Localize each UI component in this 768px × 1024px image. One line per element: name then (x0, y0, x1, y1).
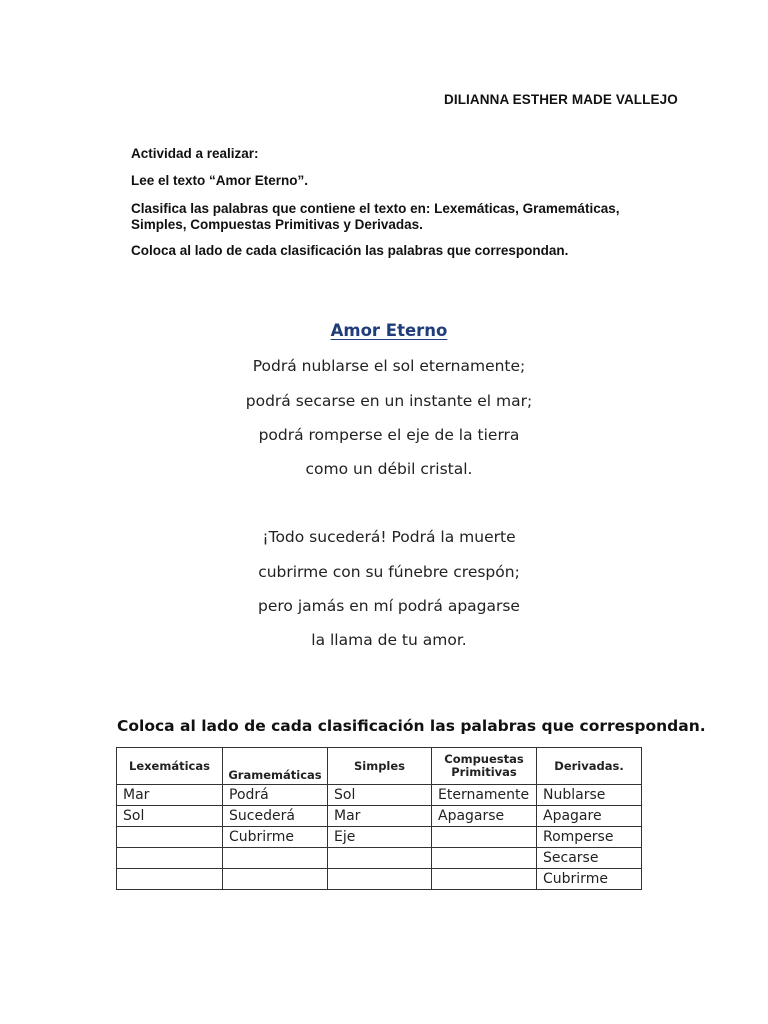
table-cell: Apagare (537, 806, 642, 827)
poem-line: Podrá nublarse el sol eternamente; (252, 357, 526, 375)
table-cell (117, 869, 223, 890)
table-title: Coloca al lado de cada clasificación las palabras que correspondan. (117, 717, 706, 735)
table-cell (223, 869, 328, 890)
poem-line: como un débil cristal. (305, 460, 473, 478)
table-cell: Cubrirme (223, 827, 328, 848)
classify-instruction: Clasifica las palabras que contiene el texto en: Lexemáticas, Gramemáticas, Simples, Compuestas Primitivas y Derivadas. (131, 201, 620, 232)
table-cell (432, 827, 537, 848)
table-cell: Podrá (223, 785, 328, 806)
table-cell (328, 848, 432, 869)
header-compuestas-primitivas: Compuestas Primitivas (432, 748, 537, 785)
header-lexematicas: Lexemáticas (117, 748, 223, 785)
table-cell: Eje (328, 827, 432, 848)
poem-line: ¡Todo sucederá! Podrá la muerte (262, 528, 516, 546)
table-cell: Sol (117, 806, 223, 827)
table-cell: Apagarse (432, 806, 537, 827)
table-cell: Mar (328, 806, 432, 827)
table-cell: Romperse (537, 827, 642, 848)
table-cell (432, 869, 537, 890)
table-header-row (117, 748, 642, 785)
table-cell (432, 848, 537, 869)
read-instruction: Lee el texto “Amor Eterno”. (131, 173, 309, 188)
poem-title: Amor Eterno (330, 321, 448, 340)
table-cell: Mar (117, 785, 223, 806)
table-cell: Sucederá (223, 806, 328, 827)
table-cell: Eternamente (432, 785, 537, 806)
table-cell: Nublarse (537, 785, 642, 806)
poem-line: podrá romperse el eje de la tierra (258, 426, 520, 444)
poem-line: la llama de tu amor. (311, 631, 467, 649)
table-cell (117, 848, 223, 869)
table-row (117, 785, 642, 806)
table-row (117, 827, 642, 848)
classification-table (116, 747, 642, 890)
table-row (117, 806, 642, 827)
table-cell: Secarse (537, 848, 642, 869)
place-instruction: Coloca al lado de cada clasificación las palabras que correspondan. (131, 243, 569, 258)
poem-line: cubrirme con su fúnebre crespón; (258, 563, 520, 581)
header-simples: Simples (328, 748, 432, 785)
table-row (117, 848, 642, 869)
poem-line: podrá secarse en un instante el mar; (245, 392, 533, 410)
table-cell (117, 827, 223, 848)
poem-line: pero jamás en mí podrá apagarse (258, 597, 520, 615)
table-cell (223, 848, 328, 869)
table-row (117, 869, 642, 890)
table-cell (328, 869, 432, 890)
author-name: DILIANNA ESTHER MADE VALLEJO (444, 92, 678, 107)
activity-heading: Actividad a realizar: (131, 146, 259, 161)
header-derivadas: Derivadas. (537, 748, 642, 785)
table-cell: Sol (328, 785, 432, 806)
header-gramematicas: Gramemáticas (223, 748, 328, 785)
table-cell: Cubrirme (537, 869, 642, 890)
